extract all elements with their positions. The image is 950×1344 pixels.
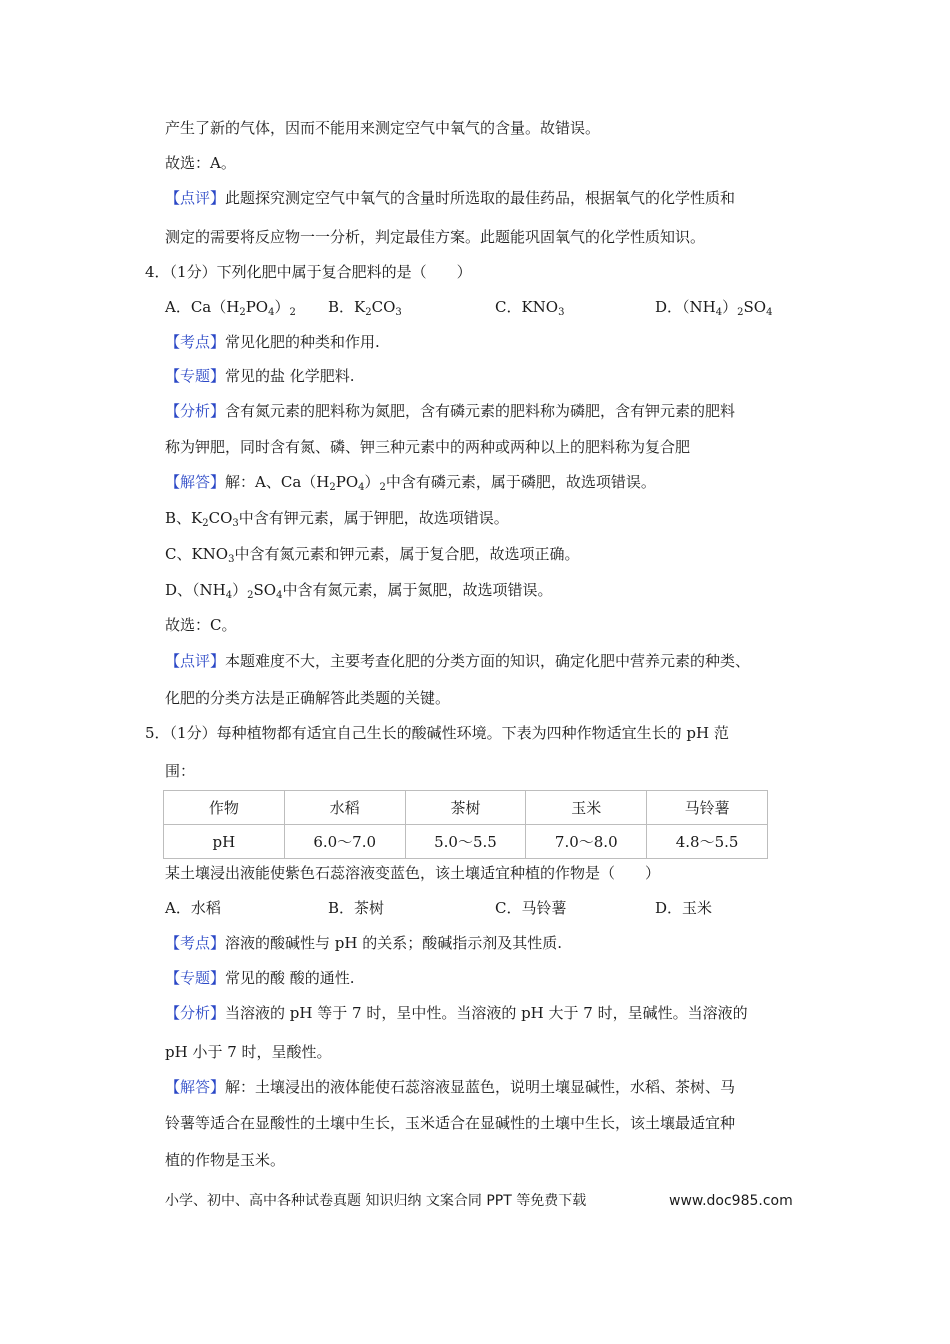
answer-line: 故选：A。 [165,154,236,172]
table-cell: 4.8～5.5 [647,825,768,859]
table-cell: 作物 [164,791,285,825]
text-line: 产生了新的气体，因而不能用来测定空气中氧气的含量。故错误。 [165,119,601,137]
option-c: C．$KNO_3$ [495,298,565,318]
zhuanti-line: 【专题】常见的酸 酸的通性. [165,969,355,987]
table-cell: 茶树 [405,791,526,825]
review-line: 化肥的分类方法是正确解答此类题的关键。 [165,689,451,707]
review-line: 测定的需要将反应物一一分析，判定最佳方案。此题能巩固氧气的化学性质知识。 [165,228,706,246]
zhuanti-line: 【专题】常见的盐 化学肥料. [165,367,355,385]
table-cell: 水稻 [284,791,405,825]
table-row [164,825,768,859]
option-a: A．$Ca(H_2PO_4)_2$ [165,298,296,318]
question-number: 4． [145,263,170,281]
option-d: D．玉米 [655,899,713,917]
ph-range-table [163,790,768,859]
option-c: C．马铃薯 [495,899,567,917]
question-5-stem-cont: 围： [165,762,196,780]
option-d: D．$(NH_4)_2SO_4$ [655,298,773,318]
question-5-prompt: 某土壤浸出液能使紫色石蕊溶液变蓝色，该土壤适宜种植的作物是（ ） [165,864,661,882]
answer-line: 故选：C。 [165,616,237,634]
fenxi-line: pH 小于 7 时，呈酸性。 [165,1043,332,1061]
jieda-line: 【解答】解：土壤浸出的液体能使石蕊溶液显蓝色，说明土壤显碱性，水稻、茶树、马 [165,1078,736,1096]
review-line: 【点评】本题难度不大，主要考查化肥的分类方面的知识，确定化肥中营养元素的种类、 [165,652,751,670]
jieda-line: D、$(NH_4)_2SO_4$中含有氮元素，属于氮肥，故选项错误。 [165,581,553,601]
kaodian-line: 【考点】溶液的酸碱性与 pH 的关系；酸碱指示剂及其性质. [165,934,563,952]
review-text: 此题探究测定空气中氧气的含量时所选取的最佳药品，根据氧气的化学性质和 [225,189,736,207]
jieda-line: C、$KNO_3$中含有氮元素和钾元素，属于复合肥，故选项正确。 [165,545,580,565]
question-text: （1分）下列化肥中属于复合肥料的是（ ） [169,263,472,281]
option-a: A．水稻 [165,899,221,917]
review-tag: 【点评】 [165,189,226,207]
fenxi-line: 【分析】当溶液的 pH 等于 7 时，呈中性。当溶液的 pH 大于 7 时，呈碱性。当溶液的 [165,1004,748,1022]
table-cell: 7.0～8.0 [526,825,647,859]
page-footer [165,1191,793,1211]
table-cell: 6.0～7.0 [284,825,405,859]
table-cell: 玉米 [526,791,647,825]
footer-text: 小学、初中、高中各种试卷真题 知识归纳 文案合同 PPT 等免费下载 [165,1193,587,1209]
table-cell: 5.0～5.5 [405,825,526,859]
fenxi-line: 称为钾肥，同时含有氮、磷、钾三种元素中的两种或两种以上的肥料称为复合肥 [165,438,691,456]
option-b: B．$K_2CO_3$ [328,298,402,318]
review-line [165,187,735,209]
kaodian-line: 【考点】常见化肥的种类和作用. [165,333,380,351]
jieda-line: 铃薯等适合在显酸性的土壤中生长，玉米适合在显碱性的土壤中生长，该土壤最适宜种 [165,1114,736,1132]
table-header-row [164,791,768,825]
fenxi-line: 【分析】含有氮元素的肥料称为氮肥，含有磷元素的肥料称为磷肥，含有钾元素的肥料 [165,402,736,420]
question-5-stem: 5．（1分）每种植物都有适宜自己生长的酸碱性环境。下表为四种作物适宜生长的 pH 范 [145,724,729,742]
table-cell: 马铃薯 [647,791,768,825]
table-cell: pH [164,825,285,859]
jieda-line: 【解答】解：A、$Ca(H_2PO_4)_2$中含有磷元素，属于磷肥，故选项错误。 [165,473,656,493]
jieda-line: B、$K_2CO_3$中含有钾元素，属于钾肥，故选项错误。 [165,509,509,529]
option-b: B．茶树 [328,899,385,917]
jieda-line: 植的作物是玉米。 [165,1151,286,1169]
footer-site-link[interactable]: www.doc985.com [669,1193,793,1209]
question-4-stem [145,261,472,283]
